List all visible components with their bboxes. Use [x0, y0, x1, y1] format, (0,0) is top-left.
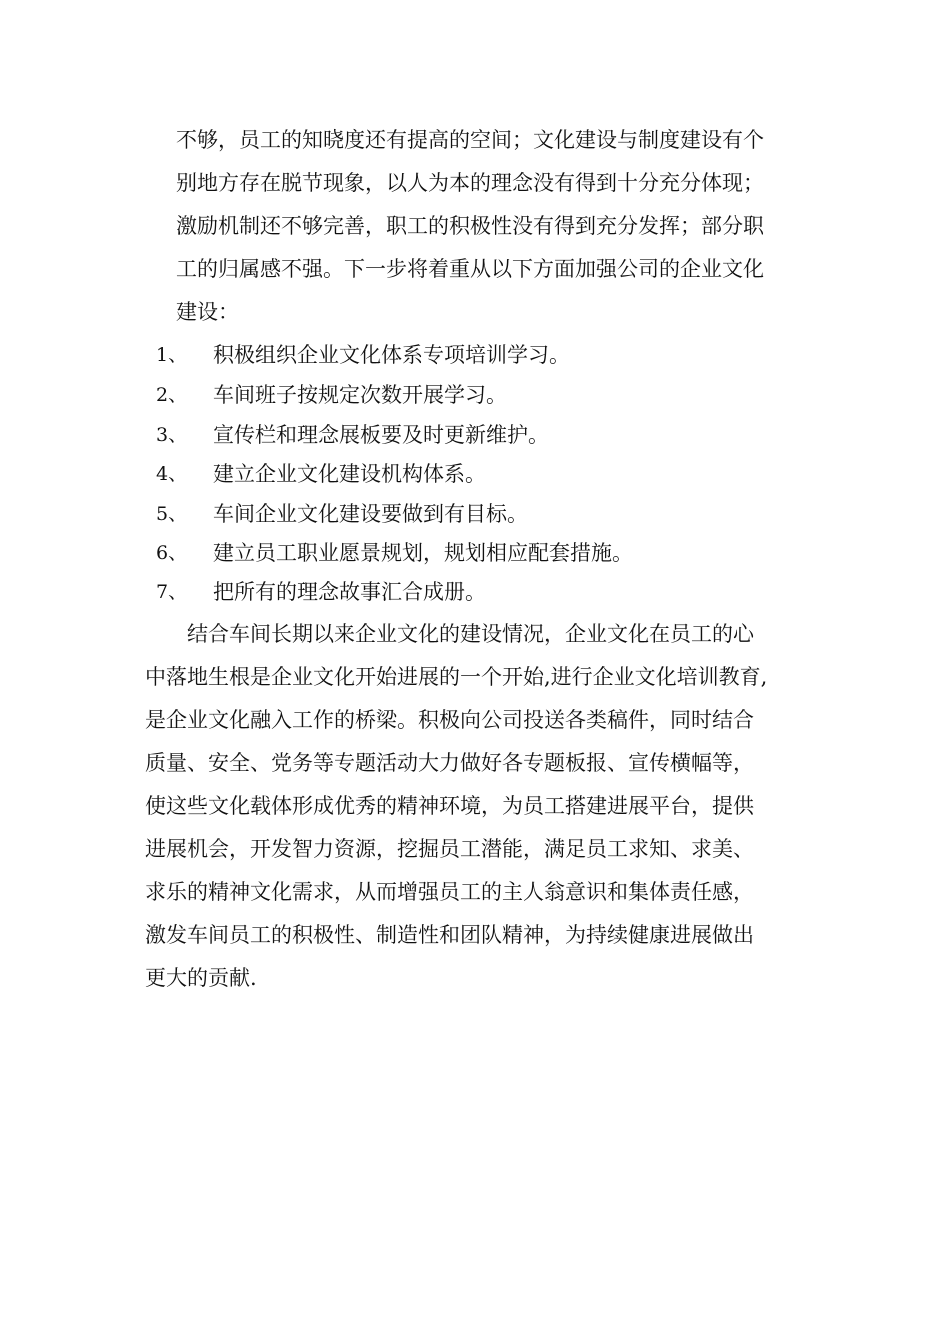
- list-item-number: 1、: [156, 344, 188, 366]
- intro-line: 建设：: [176, 300, 239, 324]
- conclusion-line: 使这些文化载体形成优秀的精神环境，为员工搭建进展平台，提供: [145, 794, 754, 818]
- conclusion-line: 中落地生根是企业文化开始进展的一个开始,进行企业文化培训教育,: [145, 665, 768, 689]
- conclusion-line: 质量、安全、党务等专题活动大力做好各专题板报、宣传横幅等，: [145, 751, 754, 775]
- intro-line: 不够，员工的知晓度还有提高的空间；文化建设与制度建设有个: [176, 128, 764, 152]
- list-item-number: 7、: [156, 581, 188, 603]
- list-item-text: 把所有的理念故事汇合成册。: [213, 580, 486, 604]
- list-item-text: 宣传栏和理念展板要及时更新维护。: [213, 423, 549, 447]
- conclusion-line: 求乐的精神文化需求，从而增强员工的主人翁意识和集体责任感，: [145, 880, 754, 904]
- list-item-text: 积极组织企业文化体系专项培训学习。: [213, 343, 570, 367]
- list-item-text: 建立员工职业愿景规划，规划相应配套措施。: [213, 541, 633, 565]
- conclusion-line: 是企业文化融入工作的桥梁。积极向公司投送各类稿件，同时结合: [145, 708, 754, 732]
- list-item-number: 3、: [156, 424, 188, 446]
- intro-line: 别地方存在脱节现象，以人为本的理念没有得到十分充分体现；: [176, 171, 764, 195]
- intro-line: 激励机制还不够完善，职工的积极性没有得到充分发挥；部分职: [176, 214, 764, 238]
- list-item-text: 车间企业文化建设要做到有目标。: [213, 502, 528, 526]
- conclusion-line: 结合车间长期以来企业文化的建设情况，企业文化在员工的心: [187, 622, 754, 646]
- list-item-text: 建立企业文化建设机构体系。: [213, 462, 486, 486]
- list-item-number: 2、: [156, 384, 188, 406]
- list-item-text: 车间班子按规定次数开展学习。: [213, 383, 507, 407]
- conclusion-line: 进展机会，开发智力资源，挖掘员工潜能，满足员工求知、求美、: [145, 837, 754, 861]
- list-item-number: 5、: [156, 503, 188, 525]
- intro-line: 工的归属感不强。下一步将着重从以下方面加强公司的企业文化: [176, 257, 764, 281]
- conclusion-line: 激发车间员工的积极性、制造性和团队精神，为持续健康进展做出: [145, 923, 754, 947]
- list-item-number: 6、: [156, 542, 188, 564]
- conclusion-line: 更大的贡献.: [145, 966, 257, 990]
- list-item-number: 4、: [156, 463, 188, 485]
